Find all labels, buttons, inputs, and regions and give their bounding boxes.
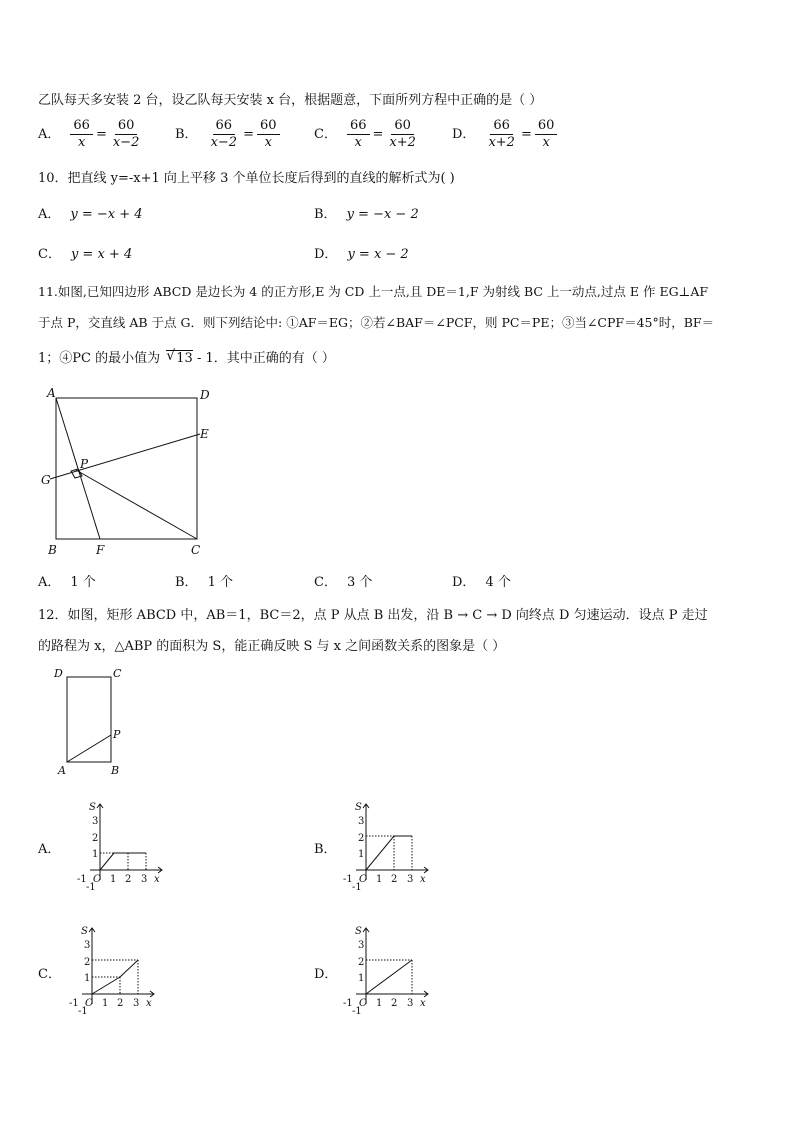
q10-stem: 10．把直线 y=-x+1 向上平移 3 个单位长度后得到的直线的解析式为( ) — [38, 171, 455, 186]
svg-text:2: 2 — [92, 833, 99, 844]
svg-text:-1: -1 — [78, 1006, 88, 1017]
svg-text:3: 3 — [407, 874, 414, 885]
label-c: C — [113, 667, 122, 680]
svg-text:2: 2 — [358, 833, 365, 844]
q12-graph-a[interactable] — [70, 798, 170, 893]
q9-option-a[interactable]: A． $\frac{66}{x}$ = $\frac{60}{x-2}$ — [38, 118, 142, 151]
q12-option-b-label[interactable]: B． — [314, 842, 337, 857]
svg-text:x: x — [146, 998, 152, 1009]
graph-segment-rise — [366, 960, 412, 994]
q11-option-c[interactable] — [314, 571, 372, 590]
label-a: A — [47, 386, 56, 400]
label-p: P — [80, 457, 89, 471]
q10-option-a[interactable] — [38, 203, 143, 222]
option-expr: y = x + 4 — [70, 247, 133, 262]
fraction-right: $\frac{60}{x+2}$ — [389, 118, 416, 150]
svg-text:2: 2 — [125, 874, 132, 885]
svg-text:-1: -1 — [77, 874, 87, 885]
fraction-left: $\frac{66}{x}$ — [70, 118, 93, 151]
fraction-left: $\frac{66}{x+2}$ — [488, 118, 515, 150]
svg-text:S: S — [355, 926, 362, 937]
svg-text:-1: -1 — [343, 874, 353, 885]
q12-option-c-label[interactable]: C． — [38, 967, 61, 982]
fraction-left: $\frac{66}{x-2}$ — [210, 118, 238, 150]
graph-segment-rise — [366, 836, 394, 870]
label-d: D — [200, 388, 210, 402]
svg-text:-1: -1 — [86, 882, 96, 893]
svg-text:1: 1 — [358, 973, 365, 984]
q11-option-d[interactable] — [452, 571, 511, 590]
svg-text:1: 1 — [110, 874, 117, 885]
q11-line3-text: 1；④PC 的最小值为 — [38, 351, 161, 366]
label-d: D — [54, 667, 63, 680]
q12-rectangle-figure — [50, 664, 140, 779]
label-e: E — [200, 427, 209, 441]
q10-option-b[interactable] — [314, 203, 419, 222]
q11-stem-line1: 11.如图,已知四边形 ABCD 是边长为 4 的正方形,E 为 CD 上一点,且 DE＝1,F 为射线 BC 上一动点,过点 E 作 EG⊥AF — [38, 284, 709, 299]
q9-option-d[interactable]: D． $\frac{66}{x+2}$ = $\frac{60}{x}$ — [452, 118, 557, 151]
svg-text:x: x — [420, 874, 426, 885]
svg-text:-1: -1 — [343, 998, 353, 1009]
svg-text:x: x — [420, 998, 426, 1009]
svg-text:3: 3 — [141, 874, 148, 885]
svg-text:2: 2 — [391, 874, 398, 885]
option-label: D． — [314, 247, 338, 262]
segment-ge — [50, 434, 200, 479]
q11-square-figure — [38, 386, 223, 561]
q10-option-d[interactable] — [314, 243, 409, 262]
svg-text:x: x — [154, 874, 160, 885]
svg-text:-1: -1 — [69, 998, 79, 1009]
svg-text:1: 1 — [92, 849, 99, 860]
q12-option-a-label[interactable]: A． — [38, 842, 61, 857]
option-label: B． — [314, 207, 337, 222]
svg-text:O: O — [359, 998, 368, 1009]
svg-text:2: 2 — [391, 998, 398, 1009]
label-b: B — [48, 543, 57, 557]
svg-text:2: 2 — [358, 957, 365, 968]
q12-stem-line2: 的路程为 x，△ABP 的面积为 S，能正确反映 S 与 x 之间函数关系的图象是（ ） — [38, 639, 506, 654]
fraction-right: $\frac{60}{x}$ — [257, 118, 280, 151]
option-label: B． — [175, 575, 198, 590]
option-label: A． — [38, 207, 61, 222]
q12-option-d-label[interactable]: D． — [314, 967, 338, 982]
option-text: 3 个 — [346, 575, 373, 590]
svg-text:1: 1 — [358, 849, 365, 860]
option-expr: y = −x + 4 — [70, 207, 143, 222]
svg-text:2: 2 — [117, 998, 124, 1009]
label-f: F — [96, 543, 105, 557]
svg-text:3: 3 — [358, 940, 365, 951]
q10-option-c[interactable] — [38, 243, 132, 262]
svg-text:O: O — [359, 874, 368, 885]
q12-stem-line1: 12．如图，矩形 ABCD 中，AB＝1，BC＝2，点 P 从点 B 出发，沿 B → C → D 向终点 D 匀速运动．设点 P 走过 — [38, 608, 708, 623]
label-c: C — [191, 543, 201, 557]
svg-text:3: 3 — [407, 998, 414, 1009]
fraction-left: $\frac{66}{x}$ — [347, 118, 370, 151]
graph-segment-1 — [92, 977, 120, 994]
option-label: B． — [175, 127, 198, 142]
svg-text:1: 1 — [376, 998, 383, 1009]
option-label: C． — [314, 575, 337, 590]
option-text: 4 个 — [485, 575, 511, 590]
svg-text:2: 2 — [84, 957, 91, 968]
q11-option-a[interactable] — [38, 571, 96, 590]
svg-text:1: 1 — [84, 973, 91, 984]
q12-graph-b[interactable] — [336, 798, 436, 893]
svg-text:3: 3 — [358, 816, 365, 827]
fraction-right: $\frac{60}{x-2}$ — [112, 118, 140, 150]
svg-text:3: 3 — [84, 940, 91, 951]
svg-text:S: S — [81, 926, 88, 937]
label-g: G — [41, 473, 51, 487]
svg-text:1: 1 — [102, 998, 109, 1009]
q11-line3-tail: - 1．其中正确的有（ ） — [196, 351, 335, 366]
svg-text:3: 3 — [133, 998, 140, 1009]
option-label: C． — [314, 127, 337, 142]
option-label: D． — [452, 127, 476, 142]
svg-text:O: O — [85, 998, 94, 1009]
graph-segment-rise — [100, 853, 114, 870]
svg-text:S: S — [89, 802, 96, 813]
segment-ap — [67, 735, 111, 762]
label-b: B — [111, 764, 120, 777]
label-a: A — [58, 764, 66, 777]
svg-text:O: O — [93, 874, 102, 885]
q9-option-c[interactable]: C． $\frac{66}{x}$ = $\frac{60}{x+2}$ — [314, 118, 419, 151]
svg-text:-1: -1 — [352, 882, 362, 893]
option-text: 1 个 — [207, 575, 233, 590]
segment-pc — [76, 470, 197, 539]
q9-option-b[interactable]: B． $\frac{66}{x-2}$ = $\frac{60}{x}$ — [175, 118, 280, 151]
option-label: D． — [452, 575, 476, 590]
graph-segment-2 — [120, 960, 138, 977]
option-label: C． — [38, 247, 61, 262]
q12-graph-c[interactable] — [62, 922, 162, 1017]
rectangle-abcd — [67, 677, 111, 762]
sqrt-expression: √ 13 — [166, 348, 193, 366]
option-expr: y = x − 2 — [347, 247, 409, 262]
svg-text:-1: -1 — [352, 1006, 362, 1017]
q9-stem-tail: 乙队每天多安装 2 台，设乙队每天安装 x 台，根据题意，下面所列方程中正确的是（ ） — [38, 93, 543, 108]
q11-option-b[interactable] — [175, 571, 233, 590]
label-p: P — [113, 728, 121, 741]
q11-stem-line3 — [38, 347, 335, 366]
option-expr: y = −x − 2 — [346, 207, 419, 222]
svg-text:3: 3 — [92, 816, 99, 827]
option-label: A． — [38, 127, 61, 142]
q11-stem-line2: 于点 P，交直线 AB 于点 G．则下列结论中: ①AF＝EG；②若∠BAF＝∠PCF，则 PC＝PE；③当∠CPF＝45°时，BF＝ — [38, 315, 715, 330]
fraction-right: $\frac{60}{x}$ — [535, 118, 558, 151]
svg-text:S: S — [355, 802, 362, 813]
q12-graph-d[interactable] — [336, 922, 436, 1017]
svg-text:1: 1 — [376, 874, 383, 885]
option-text: 1 个 — [70, 575, 96, 590]
option-label: A． — [38, 575, 61, 590]
